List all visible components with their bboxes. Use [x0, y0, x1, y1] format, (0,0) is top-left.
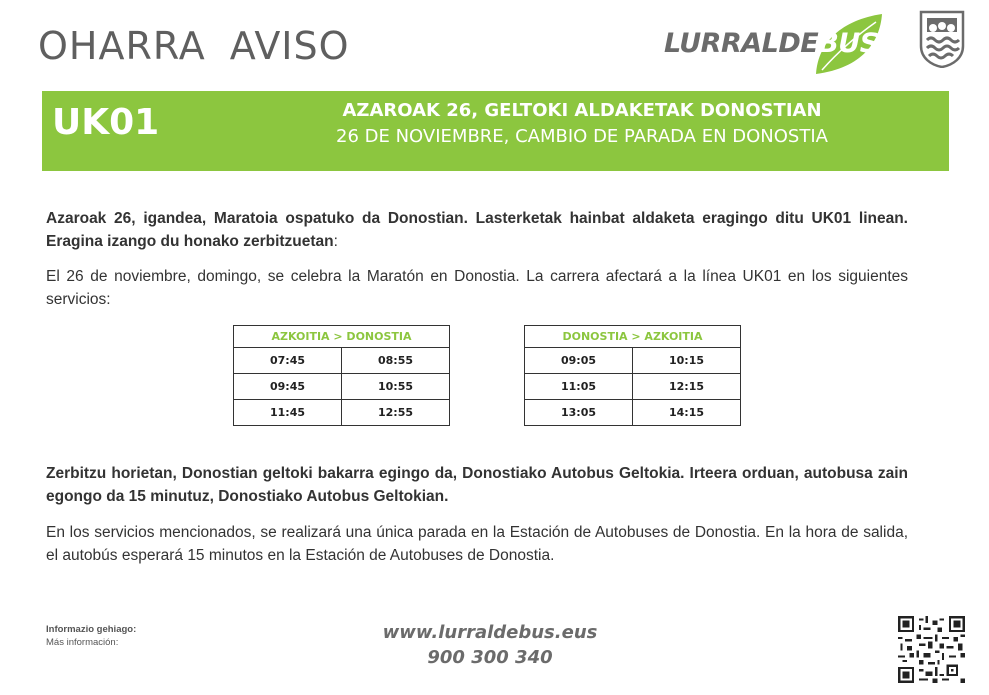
website-link[interactable]: www.lurraldebus.eus: [382, 622, 598, 643]
arrival-time: 12:55: [342, 400, 450, 426]
arrival-time: 08:55: [342, 348, 450, 374]
page-title: [38, 24, 350, 68]
table-row: [234, 348, 450, 374]
notice-spanish: En los servicios mencionados, se realizará una única parada en la Estación de Autobuses de Donostia. En la hora de salida, el autobús esperará 15 minutos en la Estación de Autobuses de Donostia.: [46, 524, 908, 564]
more-info-basque: Informazio gehiago:: [46, 624, 137, 635]
intro-basque-text: Azaroak 26, igandea, Maratoia ospatuko da Donostian. Lasterketak hainbat aldaketa eragingo ditu UK01 linean. Eragina izango du honako zerbitzuetan: [46, 210, 908, 250]
departure-time: 07:45: [234, 348, 342, 374]
brand-part2: BUS: [818, 28, 879, 59]
departure-time: 13:05: [525, 400, 633, 426]
table-row: [525, 348, 741, 374]
schedule-table-donostia-azkoitia: [524, 325, 741, 426]
lurraldebus-logo: [664, 8, 886, 78]
more-info-spanish: Más información:: [46, 637, 119, 648]
title-basque: OHARRA: [38, 24, 206, 68]
table-row: [525, 374, 741, 400]
more-info-label: [46, 623, 136, 649]
arrival-time: 12:15: [633, 374, 741, 400]
phone-number: 900 300 340: [427, 647, 553, 668]
route-code: UK01: [52, 102, 160, 143]
table-row: [234, 374, 450, 400]
departure-time: 09:45: [234, 374, 342, 400]
schedule-table-azkoitia-donostia: [233, 325, 450, 426]
schedule-title: AZKOITIA > DONOSTIA: [234, 326, 450, 348]
gipuzkoa-crest-icon: [919, 10, 965, 68]
intro-basque: [46, 207, 908, 253]
schedule-title: DONOSTIA > AZKOITIA: [525, 326, 741, 348]
banner-line-basque: AZAROAK 26, GELTOKI ALDAKETAK DONOSTIAN: [342, 100, 822, 121]
intro-spanish: El 26 de noviembre, domingo, se celebra la Maratón en Donostia. La carrera afectará a la línea UK01 en los siguientes servicios:: [46, 268, 908, 308]
contact-block: [300, 620, 680, 670]
table-row: [234, 400, 450, 426]
departure-time: 11:05: [525, 374, 633, 400]
table-row: [525, 400, 741, 426]
intro-basque-colon: :: [333, 233, 338, 250]
departure-time: 09:05: [525, 348, 633, 374]
departure-time: 11:45: [234, 400, 342, 426]
arrival-time: 10:15: [633, 348, 741, 374]
brand-wordmark: [664, 28, 879, 59]
title-spanish: AVISO: [229, 24, 350, 68]
banner-line-spanish: 26 DE NOVIEMBRE, CAMBIO DE PARADA EN DONOSTIA: [336, 126, 828, 147]
arrival-time: 10:55: [342, 374, 450, 400]
notice-basque: Zerbitzu horietan, Donostian geltoki bakarra egingo da, Donostiako Autobus Geltokia. Irteera orduan, autobusa zain egongo da 15 minutuz, Donostiako Autobus Geltokian.: [46, 465, 908, 505]
arrival-time: 14:15: [633, 400, 741, 426]
brand-part1: LURRALDE: [664, 28, 819, 59]
route-banner: [42, 91, 949, 171]
qr-code-icon[interactable]: [898, 616, 965, 683]
